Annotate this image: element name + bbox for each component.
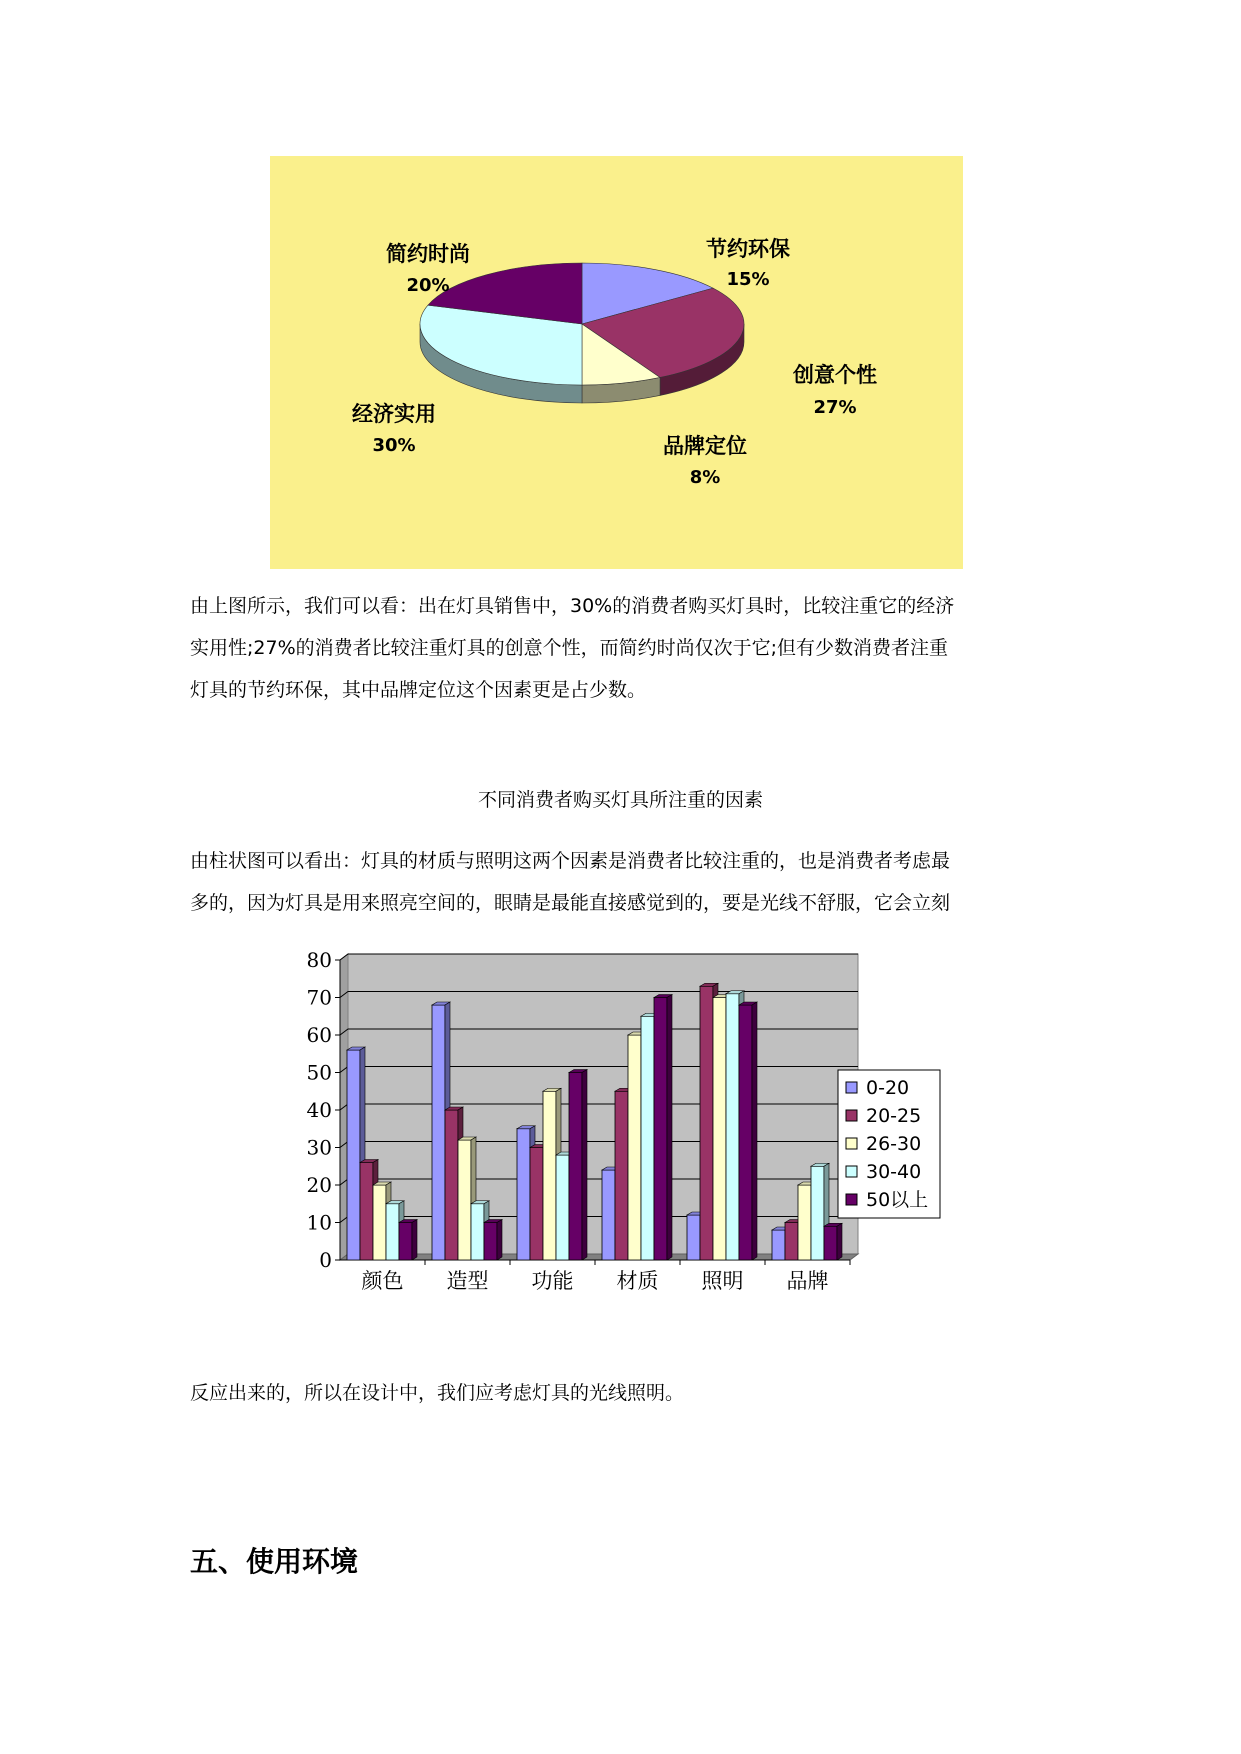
legend-label: 26-30 bbox=[866, 1133, 922, 1155]
x-tick-label: 功能 bbox=[531, 1269, 574, 1293]
pie-value-eco: 15% bbox=[726, 269, 770, 290]
legend-label: 50以上 bbox=[866, 1189, 929, 1211]
legend-swatch bbox=[846, 1194, 857, 1205]
y-tick-label: 10 bbox=[306, 1210, 332, 1235]
legend-label: 0-20 bbox=[866, 1077, 910, 1099]
y-tick-label: 30 bbox=[306, 1135, 332, 1160]
pie-value-economy: 30% bbox=[372, 435, 416, 456]
x-tick-label: 材质 bbox=[616, 1269, 659, 1293]
paragraph-line: 灯具的节约环保，其中品牌定位这个因素更是占少数。 bbox=[190, 679, 647, 701]
pie-chart bbox=[270, 156, 963, 569]
legend-label: 20-25 bbox=[866, 1105, 922, 1127]
pie-label-simple: 简约时尚 bbox=[386, 242, 470, 266]
paragraph-line: 实用性;27%的消费者比较注重灯具的创意个性，而简约时尚仅次于它;但有少数消费者注重 bbox=[190, 637, 949, 659]
y-tick-label: 50 bbox=[306, 1060, 332, 1085]
paragraph-line: 多的，因为灯具是用来照亮空间的，眼睛是最能直接感觉到的，要是光线不舒服，它会立刻 bbox=[190, 892, 951, 914]
bar-legend bbox=[838, 1070, 940, 1218]
bar bbox=[484, 1220, 502, 1261]
bar bbox=[569, 1070, 587, 1261]
bar-plot-area bbox=[307, 950, 858, 1293]
pie-label-economy: 经济实用 bbox=[352, 402, 436, 426]
pie-label-creative: 创意个性 bbox=[793, 363, 877, 387]
legend-swatch bbox=[846, 1110, 857, 1121]
bar-chart bbox=[280, 950, 1070, 1340]
x-tick-label: 品牌 bbox=[786, 1269, 829, 1293]
pie-value-simple: 20% bbox=[406, 275, 450, 296]
paragraph-line: 反应出来的，所以在设计中，我们应考虑灯具的光线照明。 bbox=[190, 1382, 685, 1404]
x-tick-label: 造型 bbox=[446, 1269, 489, 1293]
legend-swatch bbox=[846, 1138, 857, 1149]
bar-chart-section-title: 不同消费者购买灯具所注重的因素 bbox=[477, 789, 763, 811]
paragraph-bar-analysis bbox=[190, 840, 1060, 924]
x-tick-label: 照明 bbox=[701, 1269, 744, 1293]
paragraph-conclusion bbox=[190, 1372, 1060, 1414]
legend-label: 30-40 bbox=[866, 1161, 922, 1183]
pie-value-brand: 8% bbox=[689, 467, 721, 488]
y-tick-label: 70 bbox=[306, 985, 332, 1010]
section-heading: 五、使用环境 bbox=[190, 1545, 359, 1578]
bar bbox=[654, 995, 672, 1261]
bar bbox=[824, 1223, 842, 1260]
legend-swatch bbox=[846, 1166, 857, 1177]
paragraph-line: 由上图所示，我们可以看：出在灯具销售中，30%的消费者购买灯具时，比较注重它的经济 bbox=[190, 595, 955, 617]
pie-slices bbox=[420, 263, 744, 385]
x-tick-label: 颜色 bbox=[361, 1269, 404, 1293]
paragraph-pie-analysis bbox=[190, 585, 1060, 711]
y-tick-label: 80 bbox=[306, 950, 332, 972]
legend-swatch bbox=[846, 1082, 857, 1093]
bar bbox=[399, 1220, 417, 1261]
pie-label-brand: 品牌定位 bbox=[663, 434, 747, 458]
pie-value-creative: 27% bbox=[813, 397, 857, 418]
y-tick-label: 0 bbox=[319, 1248, 332, 1272]
bar bbox=[739, 1002, 757, 1260]
y-tick-label: 20 bbox=[306, 1173, 332, 1197]
y-tick-label: 60 bbox=[306, 1023, 332, 1047]
paragraph-line: 由柱状图可以看出：灯具的材质与照明这两个因素是消费者比较注重的，也是消费者考虑最 bbox=[190, 850, 951, 872]
pie-label-eco: 节约环保 bbox=[706, 237, 790, 261]
y-tick-label: 40 bbox=[306, 1098, 332, 1122]
